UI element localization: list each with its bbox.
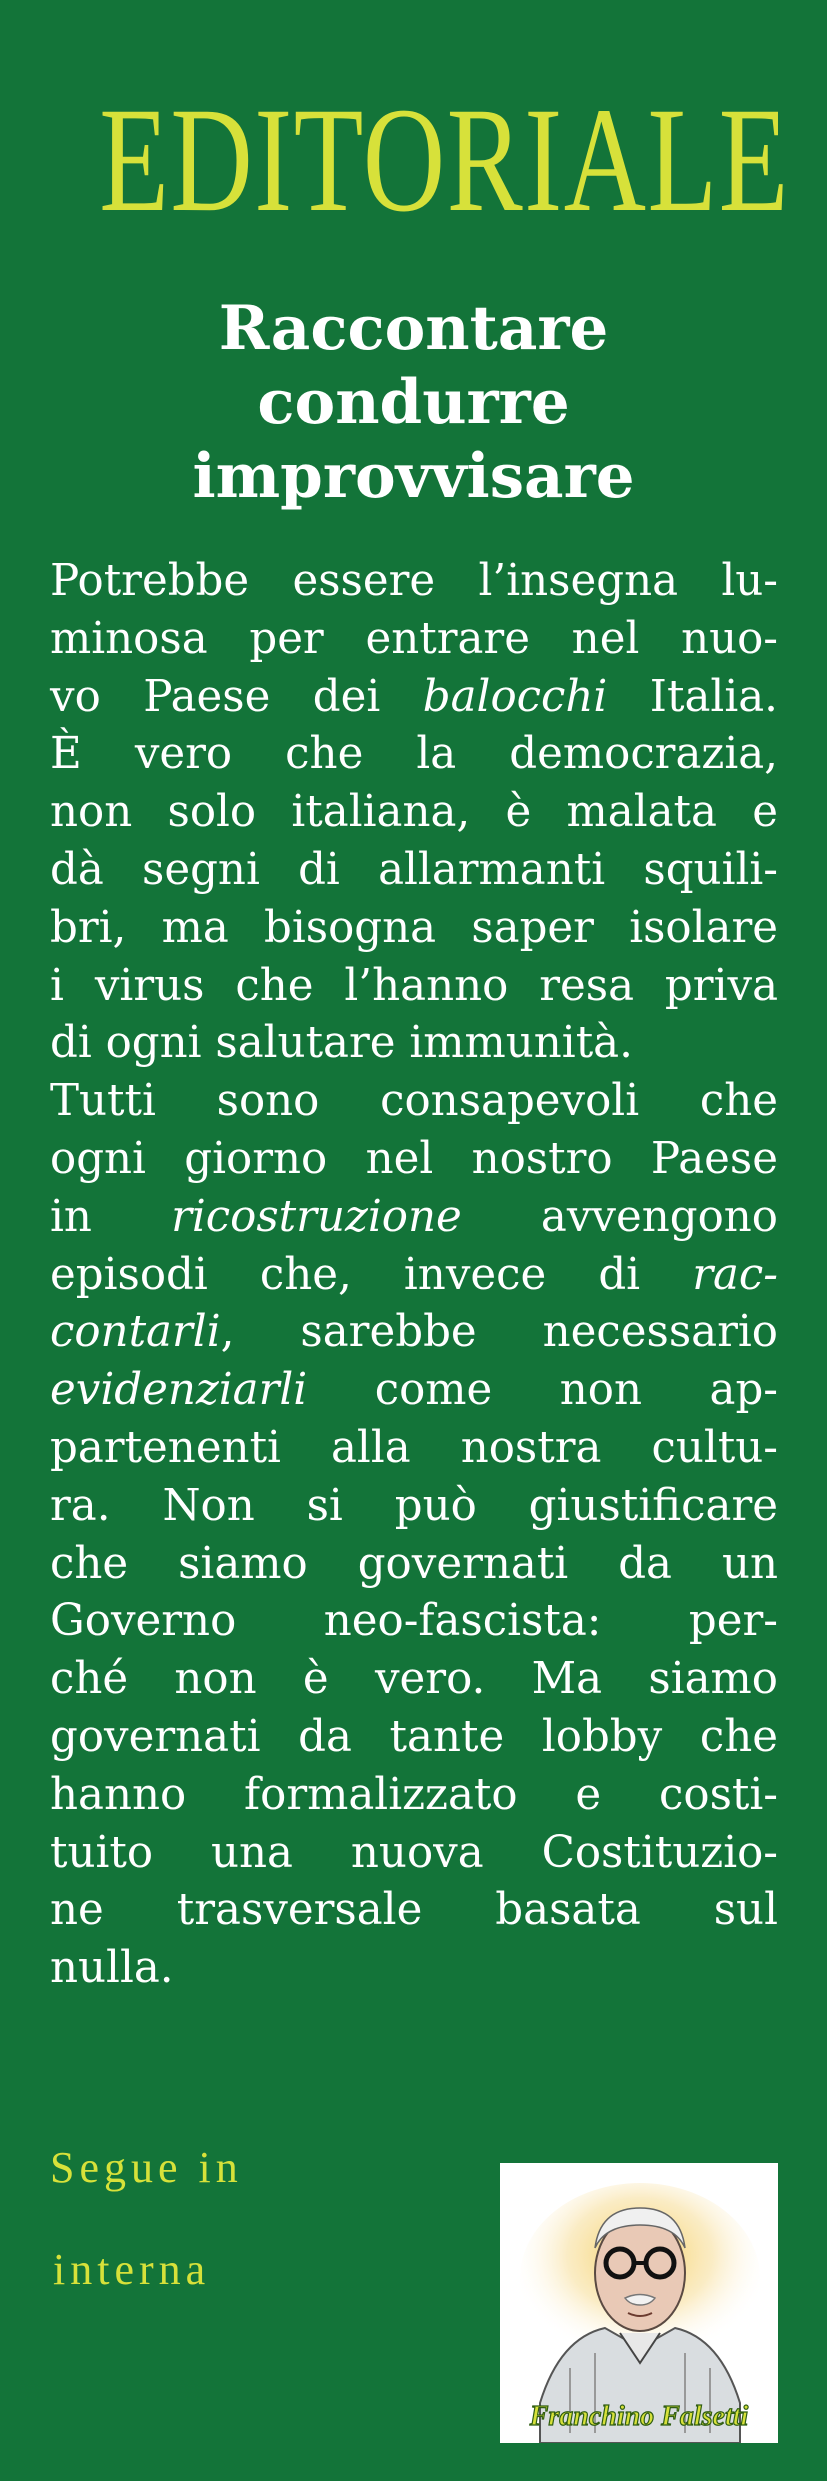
article-line bbox=[50, 1304, 778, 1362]
article-text: i virus che l’hanno resa priva bbox=[50, 960, 778, 1011]
article-text: Governo neo-fascista: per- bbox=[50, 1596, 778, 1647]
article-line bbox=[50, 611, 778, 669]
article-text: È vero che la democrazia, bbox=[50, 729, 778, 780]
article-text: governati da tante lobby che bbox=[50, 1711, 778, 1762]
article-emphasis: ricostruzione bbox=[171, 1191, 462, 1242]
article-text: Italia. bbox=[607, 671, 778, 722]
article-text: tuito una nuova Costituzio- bbox=[50, 1827, 778, 1878]
article-emphasis: contarli bbox=[50, 1307, 221, 1358]
article-line bbox=[50, 1478, 778, 1536]
article-text: , sarebbe necessario bbox=[220, 1307, 778, 1358]
article-line bbox=[50, 1882, 778, 1940]
article-line bbox=[50, 1420, 778, 1478]
article-text: ché non è vero. Ma siamo bbox=[50, 1654, 778, 1705]
masthead-title: EDITORIALE bbox=[99, 77, 790, 243]
article-line bbox=[50, 1362, 778, 1420]
article-text: in bbox=[50, 1191, 172, 1242]
article-body bbox=[50, 553, 778, 1998]
article-line bbox=[50, 553, 778, 611]
article-text: Potrebbe essere l’insegna lu- bbox=[50, 556, 778, 606]
article-text: Tutti sono consapevoli che bbox=[50, 1076, 778, 1127]
article-line bbox=[50, 669, 778, 727]
article-line bbox=[50, 726, 778, 784]
article-line bbox=[50, 1131, 778, 1189]
portrait-signature: Franchino Falsetti bbox=[529, 2401, 749, 2432]
article-line bbox=[50, 784, 778, 842]
headline-line: Raccontare bbox=[218, 293, 609, 364]
continuation-note-line1: Segue in bbox=[50, 2143, 243, 2192]
article-line bbox=[50, 1767, 778, 1825]
article-emphasis: rac- bbox=[692, 1249, 778, 1300]
article-text: dà segni di allarmanti squili- bbox=[50, 844, 778, 895]
article-text: di ogni salutare immunità. bbox=[50, 1018, 633, 1069]
article-line bbox=[50, 1940, 778, 1998]
article-line bbox=[50, 842, 778, 900]
article-text: ne trasversale basata sul bbox=[50, 1885, 778, 1936]
article-text: partenenti alla nostra cultu- bbox=[50, 1422, 778, 1473]
article-text: vo Paese dei bbox=[50, 671, 423, 722]
article-line bbox=[50, 900, 778, 958]
article-line bbox=[50, 1536, 778, 1594]
author-portrait bbox=[500, 2163, 778, 2443]
article-line bbox=[50, 1015, 778, 1073]
headline-line: improvvisare bbox=[192, 441, 635, 512]
article-line bbox=[50, 1651, 778, 1709]
article-text: bri, ma bisogna saper isolare bbox=[50, 902, 778, 953]
article-line bbox=[50, 1189, 778, 1247]
article-text: ogni giorno nel nostro Paese bbox=[50, 1133, 778, 1184]
headline-line: condurre bbox=[257, 367, 570, 438]
article-line bbox=[50, 1593, 778, 1651]
article-line bbox=[50, 1247, 778, 1305]
author-portrait-illustration bbox=[500, 2163, 778, 2443]
article-line bbox=[50, 1825, 778, 1883]
article-text: come non ap- bbox=[307, 1365, 778, 1416]
article-emphasis: balocchi bbox=[422, 671, 608, 722]
article-text: che siamo governati da un bbox=[50, 1538, 778, 1589]
continuation-note-line2: interna bbox=[53, 2245, 211, 2294]
article-text: avvengono bbox=[461, 1191, 778, 1242]
article-text: hanno formalizzato e costi- bbox=[50, 1769, 778, 1820]
article-line bbox=[50, 1073, 778, 1131]
article-emphasis: evidenziarli bbox=[50, 1365, 308, 1416]
article-text: minosa per entrare nel nuo- bbox=[50, 613, 778, 664]
article-text: ra. Non si può giustificare bbox=[50, 1480, 778, 1531]
article-headline bbox=[0, 292, 827, 514]
article-text: episodi che, invece di bbox=[50, 1249, 693, 1300]
article-line bbox=[50, 1709, 778, 1767]
article-text: nulla. bbox=[50, 1943, 174, 1994]
article-line bbox=[50, 958, 778, 1016]
article-text: non solo italiana, è malata e bbox=[50, 787, 778, 838]
